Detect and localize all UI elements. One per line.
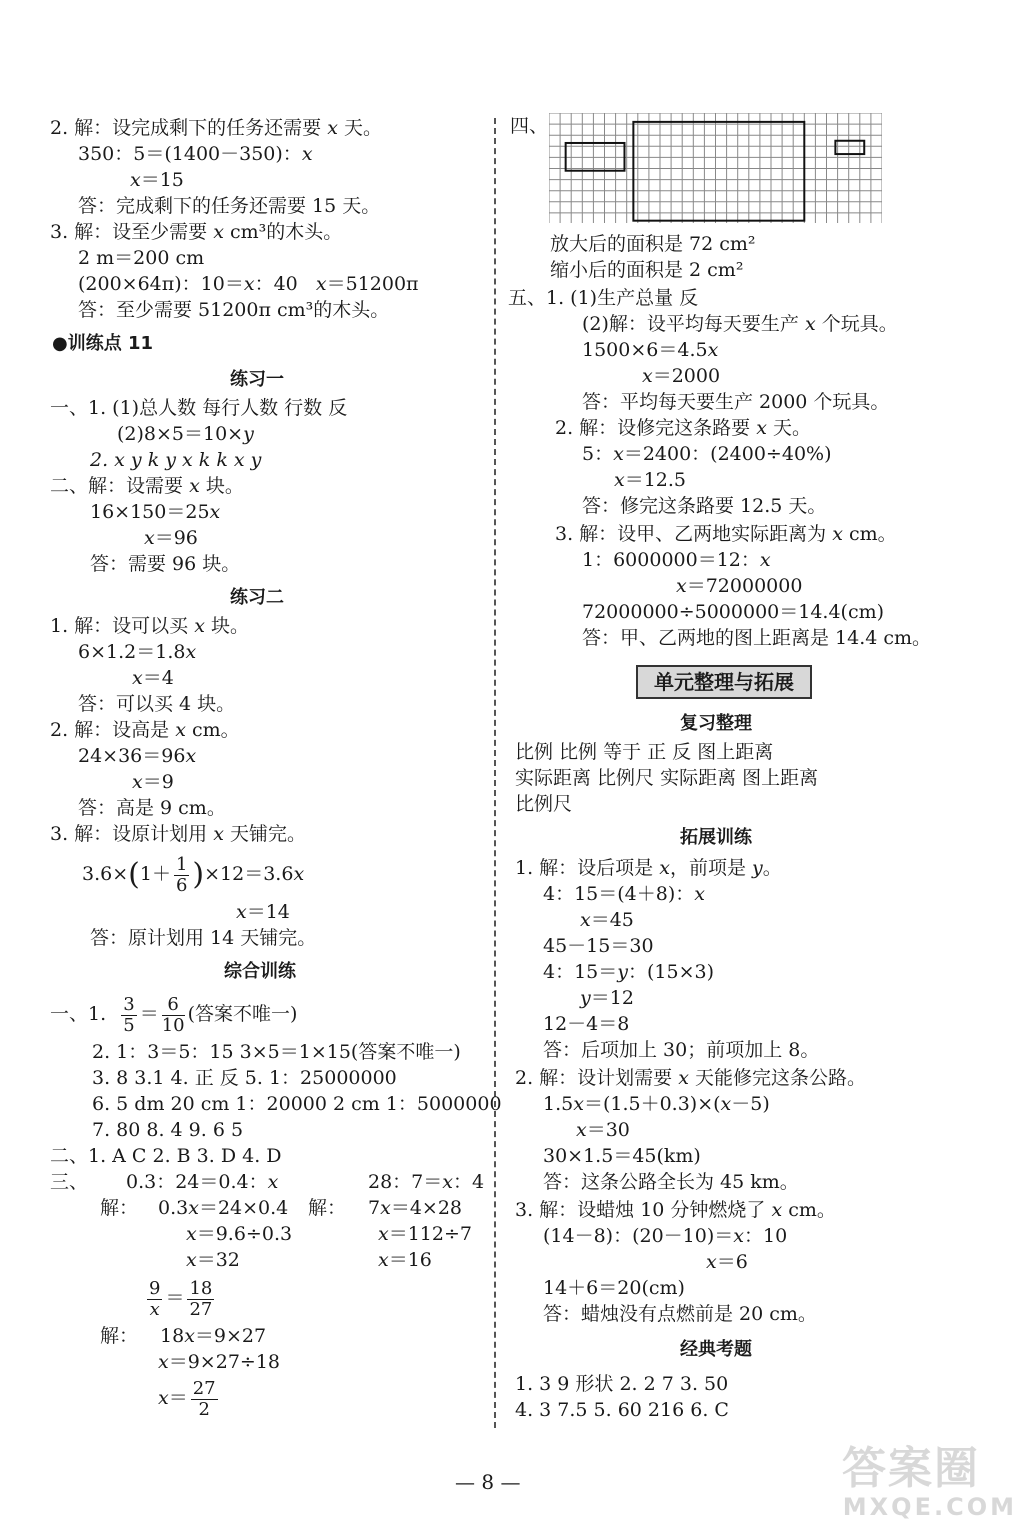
enlarged-area: 放大后的面积是 72 cm² bbox=[550, 233, 756, 255]
review-line-3: 比例尺 bbox=[515, 793, 573, 815]
ex1-q1-1: 一、1. (1)总人数 每行人数 行数 反 bbox=[50, 397, 348, 419]
ex2-q2-answer: 答：高是 9 cm。 bbox=[78, 797, 226, 819]
ex1-part2-setup: 二、解：设需要 x 块。 bbox=[50, 475, 244, 497]
ex1-q2: 2. x y k y x k k x y bbox=[90, 449, 262, 471]
problem-2-solution: x＝15 bbox=[130, 169, 184, 191]
exercise-2-title: 练习二 bbox=[230, 587, 284, 608]
comp-part2: 二、1. A C 2. B 3. D 4. D bbox=[50, 1145, 282, 1167]
solve-3-line-1: 18x＝9×27 bbox=[160, 1325, 267, 1347]
problem-3-conversion: 2 m＝200 cm bbox=[78, 247, 205, 269]
ex2-q2-equation: 24×36＝96x bbox=[78, 745, 197, 767]
solve-label-3: 解： bbox=[100, 1325, 139, 1347]
page-number: — 8 — bbox=[455, 1470, 521, 1494]
fraction-9-x: $\frac{9}{x}$ bbox=[149, 1277, 161, 1320]
fraction-6-10: $\frac{6}{10}$ bbox=[161, 993, 185, 1036]
wu-q1-equation: 1500×6＝4.5x bbox=[582, 339, 719, 361]
comp-q1: 一、1. $\frac{3}{5}$ ＝ $\frac{6}{10}$ (答案不唯一) bbox=[50, 993, 298, 1036]
solve-2-line-1: 7x＝4×28 bbox=[368, 1197, 462, 1219]
ex2-q1-equation: 6×1.2＝1.8x bbox=[78, 641, 197, 663]
comp-part3-label: 三、 bbox=[50, 1171, 89, 1193]
ext-q1-eq1: 4：15＝(4＋8)：x bbox=[543, 883, 705, 905]
ex1-part2-equation: 16×150＝25x bbox=[90, 501, 221, 523]
comp-q7-9: 7. 80 8. 4 9. 6 5 bbox=[92, 1119, 244, 1141]
ext-q2-setup: 2. 解：设计划需要 x 天能修完这条公路。 bbox=[515, 1067, 866, 1089]
solve-3-line-3: x＝ $\frac{27}{2}$ bbox=[158, 1377, 216, 1420]
section-4-label: 四、 bbox=[510, 115, 549, 137]
ex1-q1-2: (2)8×5＝10×y bbox=[117, 423, 254, 445]
comp-q6: 6. 5 dm 20 cm 1：20000 2 cm 1：5000000 bbox=[92, 1093, 502, 1115]
unit-review-banner: 单元整理与拓展 bbox=[636, 665, 812, 699]
ext-q3-answer: 答：蜡烛没有点燃前是 20 cm。 bbox=[543, 1303, 817, 1325]
problem-3-answer: 答：至少需要 51200π cm³的木头。 bbox=[78, 299, 390, 321]
solve-1-line-1: 0.3x＝24×0.4 bbox=[158, 1197, 289, 1219]
fraction-18-27: $\frac{18}{27}$ bbox=[189, 1277, 213, 1320]
ext-q2-eq3: 30×1.5＝45(km) bbox=[543, 1145, 701, 1167]
ex1-part2-answer: 答：需要 96 块。 bbox=[90, 553, 241, 575]
training-point-heading: ●训练点 11 bbox=[52, 333, 154, 354]
ex2-q1-answer: 答：可以买 4 块。 bbox=[78, 693, 236, 715]
wu-q2-setup: 2. 解：设修完这条路要 x 天。 bbox=[555, 417, 811, 439]
ex2-q1-solution: x＝4 bbox=[132, 667, 174, 689]
comprehensive-title: 综合训练 bbox=[224, 961, 296, 982]
comp-q2: 2. 1：3＝5：15 3×5＝1×15(答案不唯一) bbox=[92, 1041, 461, 1063]
ext-q2-eq2: x＝30 bbox=[576, 1119, 630, 1141]
problem-3-equation: (200×64π)：10＝x：40 x＝51200π bbox=[78, 273, 419, 295]
classic-line-1: 1. 3 9 形状 2. 2 7 3. 50 bbox=[515, 1373, 729, 1395]
ext-q1-eq6: 12－4＝8 bbox=[543, 1013, 630, 1035]
fraction-3-5: $\frac{3}{5}$ bbox=[123, 993, 135, 1036]
solve-1-line-2: x＝9.6÷0.3 bbox=[186, 1223, 293, 1245]
problem-2-equation: 350：5＝(1400－350)：x bbox=[78, 143, 313, 165]
solve-2-line-2: x＝112÷7 bbox=[378, 1223, 472, 1245]
ext-q1-eq5: y＝12 bbox=[580, 987, 634, 1009]
wu-q3-setup: 3. 解：设甲、乙两地实际距离为 x cm。 bbox=[555, 523, 897, 545]
ext-q1-setup: 1. 解：设后项是 x，前项是 y。 bbox=[515, 857, 782, 879]
comp-part3-eq1: 0.3：24＝0.4：x bbox=[126, 1171, 279, 1193]
ex2-q3-equation: 3.6×(1＋ $\frac{1}{6}$ )×12＝3.6x bbox=[82, 853, 305, 896]
wu-q1-solution: x＝2000 bbox=[642, 365, 721, 387]
wu-q3-division: 72000000÷5000000＝14.4(cm) bbox=[582, 601, 885, 623]
solve-2-line-3: x＝16 bbox=[378, 1249, 432, 1271]
ex2-q1-setup: 1. 解：设可以买 x 块。 bbox=[50, 615, 249, 637]
watermark-text: 答案圈 bbox=[842, 1443, 980, 1494]
ext-q3-eq1: (14－8)：(20－10)＝x：10 bbox=[543, 1225, 788, 1247]
ext-q1-eq2: x＝45 bbox=[580, 909, 634, 931]
solve-3-line-2: x＝9×27÷18 bbox=[158, 1351, 281, 1373]
watermark bbox=[842, 1445, 1027, 1530]
wu-q1-2-setup: (2)解：设平均每天要生产 x 个玩具。 bbox=[582, 313, 898, 335]
problem-2-answer: 答：完成剩下的任务还需要 15 天。 bbox=[78, 195, 381, 217]
wu-q2-answer: 答：修完这条路要 12.5 天。 bbox=[582, 495, 827, 517]
wu-q3-equation: 1：6000000＝12：x bbox=[582, 549, 771, 571]
solve-label-2: 解： bbox=[308, 1197, 347, 1219]
comp-q3-5: 3. 8 3.1 4. 正 反 5. 1：25000000 bbox=[92, 1067, 397, 1089]
wu-q1-answer: 答：平均每天要生产 2000 个玩具。 bbox=[582, 391, 890, 413]
ex2-q3-setup: 3. 解：设原计划用 x 天铺完。 bbox=[50, 823, 306, 845]
ext-q1-eq4: 4：15＝y：(15×3) bbox=[543, 961, 715, 983]
solve-3-proportion: $\frac{9}{x}$ ＝ $\frac{18}{27}$ bbox=[149, 1277, 213, 1320]
comp-part3-eq2: 28：7＝x：4 bbox=[368, 1171, 485, 1193]
solve-label-1: 解： bbox=[100, 1197, 139, 1219]
review-line-2: 实际距离 比例尺 实际距离 图上距离 bbox=[515, 767, 819, 789]
wu-q1-1: 五、1. (1)生产总量 反 bbox=[508, 287, 699, 309]
ex2-q2-solution: x＝9 bbox=[132, 771, 174, 793]
scaling-grid-diagram bbox=[549, 113, 882, 223]
classic-line-2: 4. 3 7.5 5. 60 216 6. C bbox=[515, 1399, 729, 1421]
ex2-q2-setup: 2. 解：设高是 x cm。 bbox=[50, 719, 240, 741]
fraction-one-sixth: $\frac{1}{6}$ bbox=[175, 853, 188, 896]
enlarged-rectangle bbox=[633, 122, 804, 221]
wu-q2-solution: x＝12.5 bbox=[614, 469, 687, 491]
ex2-q3-solution: x＝14 bbox=[236, 901, 290, 923]
extension-title: 拓展训练 bbox=[680, 827, 752, 848]
classic-title: 经典考题 bbox=[680, 1339, 752, 1360]
problem-2-setup: 2. 解：设完成剩下的任务还需要 x 天。 bbox=[50, 117, 382, 139]
ext-q2-answer: 答：这条公路全长为 45 km。 bbox=[543, 1171, 799, 1193]
reduced-area: 缩小后的面积是 2 cm² bbox=[550, 259, 744, 281]
column-divider bbox=[494, 118, 496, 1428]
problem-3-setup: 3. 解：设至少需要 x cm³的木头。 bbox=[50, 221, 343, 243]
ext-q2-eq1: 1.5x＝(1.5＋0.3)×(x－5) bbox=[543, 1093, 770, 1115]
ext-q3-setup: 3. 解：设蜡烛 10 分钟燃烧了 x cm。 bbox=[515, 1199, 836, 1221]
ext-q1-answer: 答：后项加上 30；前项加上 8。 bbox=[543, 1039, 820, 1061]
ext-q1-eq3: 45－15＝30 bbox=[543, 935, 654, 957]
watermark-url: MXQE.COM bbox=[842, 1493, 1017, 1521]
review-title: 复习整理 bbox=[680, 713, 752, 734]
exercise-1-title: 练习一 bbox=[230, 369, 284, 390]
review-line-1: 比例 比例 等于 正 反 图上距离 bbox=[515, 741, 774, 763]
ext-q3-eq2: x＝6 bbox=[706, 1251, 748, 1273]
wu-q2-equation: 5：x＝2400：(2400÷40%) bbox=[582, 443, 832, 465]
fraction-27-2: $\frac{27}{2}$ bbox=[192, 1377, 216, 1420]
ex1-part2-solution: x＝96 bbox=[144, 527, 198, 549]
wu-q3-solution: x＝72000000 bbox=[676, 575, 803, 597]
wu-q3-answer: 答：甲、乙两地的图上距离是 14.4 cm。 bbox=[582, 627, 932, 649]
solve-1-line-3: x＝32 bbox=[186, 1249, 240, 1271]
ex2-q3-answer: 答：原计划用 14 天铺完。 bbox=[90, 927, 317, 949]
ext-q3-eq3: 14＋6＝20(cm) bbox=[543, 1277, 685, 1299]
